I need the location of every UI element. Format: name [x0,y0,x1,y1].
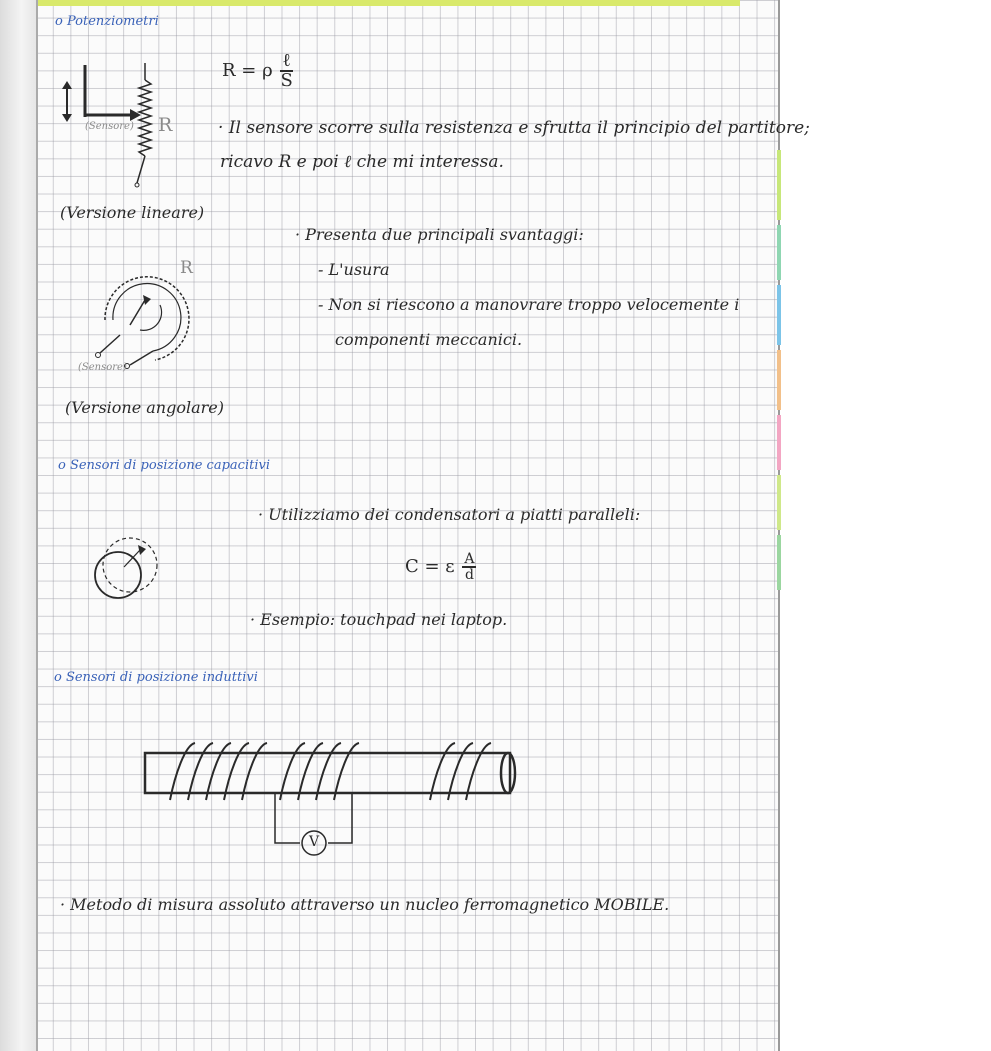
formula-capacita-den: d [464,567,474,583]
heading-induttivi: o Sensori di posizione induttivi [54,670,258,685]
formula-capacita-fraction [462,552,476,582]
cap-text-line1: · Utilizziamo dei condensatori a piatti paralleli: [258,505,641,524]
tab-marker-6 [777,475,781,530]
tab-marker-3 [777,285,781,345]
label-versione-angolare: (Versione angolare) [65,398,224,417]
angular-potentiometer-drawing [85,265,205,375]
tab-marker-5 [777,415,781,470]
page-top-edge [0,0,740,6]
pot-text-line1: · Il sensore scorre sulla resistenza e sfrutta il principio del partitore; [218,118,810,138]
formula-resistenza [222,52,293,90]
formula-resistenza-lhs: R = ρ [222,60,273,81]
inductive-sensor-drawing [140,735,525,860]
tab-marker-4 [777,350,781,410]
notebook-binding [0,0,38,1051]
formula-capacita [405,552,476,582]
tab-marker-2 [777,225,781,280]
formula-resistenza-num: ℓ [282,50,292,71]
formula-capacita-num: A [464,551,475,567]
cap-example: · Esempio: touchpad nei laptop. [250,610,508,629]
sensore-label-linear: (Sensore) [85,121,134,132]
pot-text-line2: ricavo R e poi ℓ che mi interessa. [220,152,504,172]
formula-resistenza-fraction [280,52,293,90]
capacitive-sensor-drawing [90,525,170,605]
label-versione-lineare: (Versione lineare) [60,203,205,222]
tab-marker-7 [777,535,781,590]
r-label-linear: R [158,114,173,136]
formula-resistenza-den: S [280,70,293,91]
pot-disadvantage-2: - Non si riescono a manovrare troppo velocemente i [318,295,740,314]
heading-capacitivi: o Sensori di posizione capacitivi [58,458,270,473]
r-label-angular: R [180,258,193,278]
pot-disadvantage-2b: componenti meccanici. [335,330,523,349]
pot-disadvantages-title: · Presenta due principali svantaggi: [295,225,584,244]
pot-disadvantage-1: - L'usura [318,260,390,279]
ind-text-line1: · Metodo di misura assoluto attraverso un nucleo ferromagnetico MOBILE. [60,895,670,914]
voltmeter-label: V [309,834,320,850]
heading-potenziometri: o Potenziometri [55,14,159,29]
formula-capacita-lhs: C = ε [405,556,455,577]
sensore-label-angular: (Sensore) [78,362,127,373]
tab-marker-1 [777,150,781,220]
